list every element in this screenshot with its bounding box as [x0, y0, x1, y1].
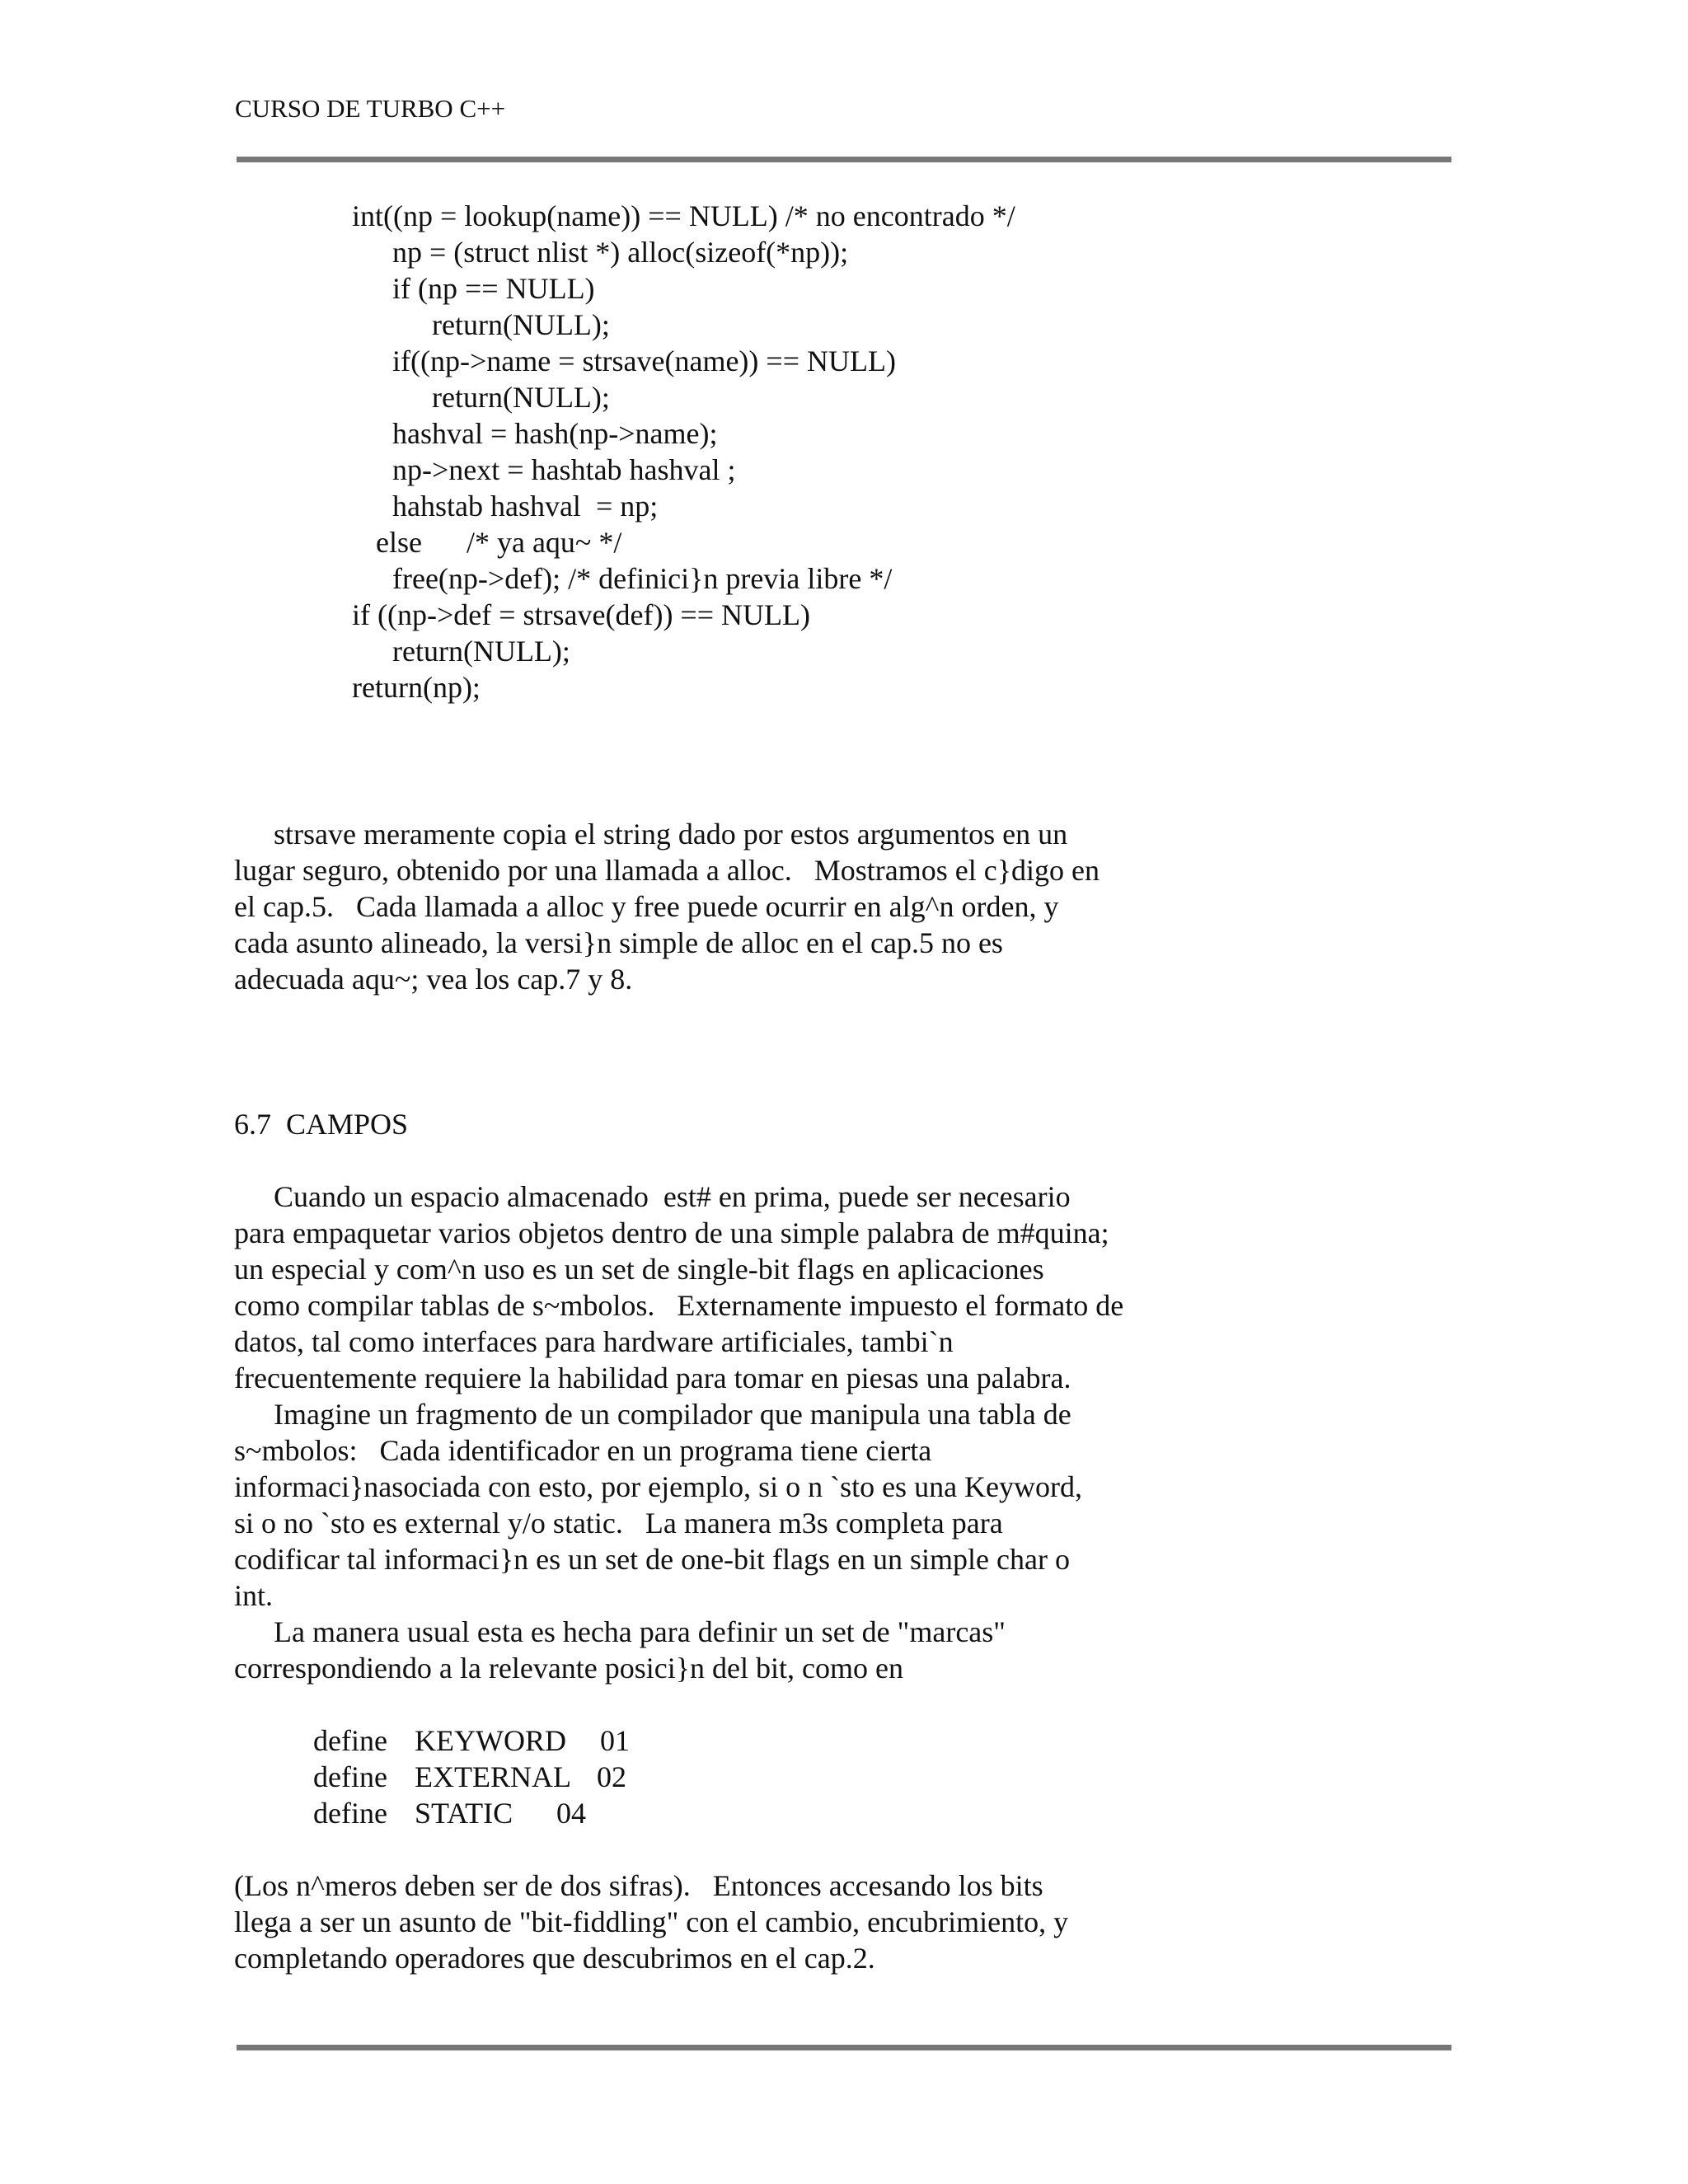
- code-line: int((np = lookup(name)) == NULL) /* no encontrado */: [352, 199, 1015, 232]
- define-value: 04: [556, 1797, 586, 1830]
- code-line: return(NULL);: [392, 635, 570, 668]
- text-line: La manera usual esta es hecha para definir un set de "marcas": [274, 1615, 1006, 1648]
- text-line: completando operadores que descubrimos en el cap.2.: [234, 1942, 875, 1975]
- text-line: para empaquetar varios objetos dentro de una simple palabra de m#quina;: [234, 1216, 1109, 1249]
- code-line: free(np->def); /* definici}n previa libre */: [392, 562, 893, 595]
- text-line: adecuada aqu~; vea los cap.7 y 8.: [234, 963, 633, 996]
- code-line: hahstab hashval = np;: [392, 490, 659, 523]
- running-header: CURSO DE TURBO C++: [235, 94, 506, 123]
- code-line: np->next = hashtab hashval ;: [392, 453, 736, 486]
- define-keyword: define: [313, 1760, 387, 1793]
- code-line: if ((np->def = strsave(def)) == NULL): [352, 598, 810, 631]
- text-line: s~mbolos: Cada identificador en un programa tiene cierta: [234, 1434, 932, 1467]
- text-line: llega a ser un asunto de "bit-fiddling" con el cambio, encubrimiento, y: [234, 1905, 1069, 1938]
- define-value: 02: [597, 1760, 626, 1793]
- define-name: KEYWORD: [415, 1724, 566, 1757]
- code-line: return(NULL);: [432, 381, 610, 414]
- code-line: if((np->name = strsave(name)) == NULL): [392, 344, 896, 377]
- text-line: frecuentemente requiere la habilidad para tomar en piesas una palabra.: [234, 1361, 1071, 1394]
- text-line: un especial y com^n uso es un set de single-bit flags en aplicaciones: [234, 1253, 1044, 1286]
- text-line: lugar seguro, obtenido por una llamada a alloc. Mostramos el c}digo en: [234, 854, 1100, 887]
- text-line: como compilar tablas de s~mbolos. Externamente impuesto el formato de: [234, 1289, 1124, 1322]
- text-line: Cuando un espacio almacenado est# en prima, puede ser necesario: [274, 1180, 1071, 1213]
- code-line: return(NULL);: [432, 308, 610, 341]
- text-line: (Los n^meros deben ser de dos sifras). Entonces accesando los bits: [234, 1869, 1043, 1902]
- footer-rule: [237, 2045, 1451, 2050]
- text-line: el cap.5. Cada llamada a alloc y free puede ocurrir en alg^n orden, y: [234, 890, 1059, 923]
- code-line: hashval = hash(np->name);: [392, 417, 718, 450]
- text-line: strsave meramente copia el string dado por estos argumentos en un: [274, 818, 1068, 851]
- text-line: datos, tal como interfaces para hardware artificiales, tambi`n: [234, 1325, 954, 1358]
- text-line: informaci}nasociada con esto, por ejemplo, si o n `sto es una Keyword,: [234, 1470, 1083, 1503]
- text-line: correspondiendo a la relevante posici}n del bit, como en: [234, 1652, 904, 1685]
- code-line: np = (struct nlist *) alloc(sizeof(*np));: [392, 236, 849, 269]
- define-keyword: define: [313, 1797, 387, 1830]
- header-rule: [237, 157, 1451, 162]
- code-line: else /* ya aqu~ */: [376, 526, 622, 559]
- text-line: codificar tal informaci}n es un set de one-bit flags en un simple char o: [234, 1543, 1070, 1576]
- code-line: return(np);: [352, 671, 481, 704]
- define-name: EXTERNAL: [415, 1760, 571, 1793]
- text-line: int.: [234, 1579, 274, 1612]
- code-line: if (np == NULL): [392, 272, 595, 305]
- define-keyword: define: [313, 1724, 387, 1757]
- text-line: si o no `sto es external y/o static. La manera m3s completa para: [234, 1507, 1003, 1540]
- text-line: Imagine un fragmento de un compilador que manipula una tabla de: [274, 1398, 1071, 1431]
- section-heading: 6.7 CAMPOS: [234, 1108, 409, 1141]
- define-value: 01: [600, 1724, 630, 1757]
- define-name: STATIC: [415, 1797, 513, 1830]
- text-line: cada asunto alineado, la versi}n simple de alloc en el cap.5 no es: [234, 926, 1003, 959]
